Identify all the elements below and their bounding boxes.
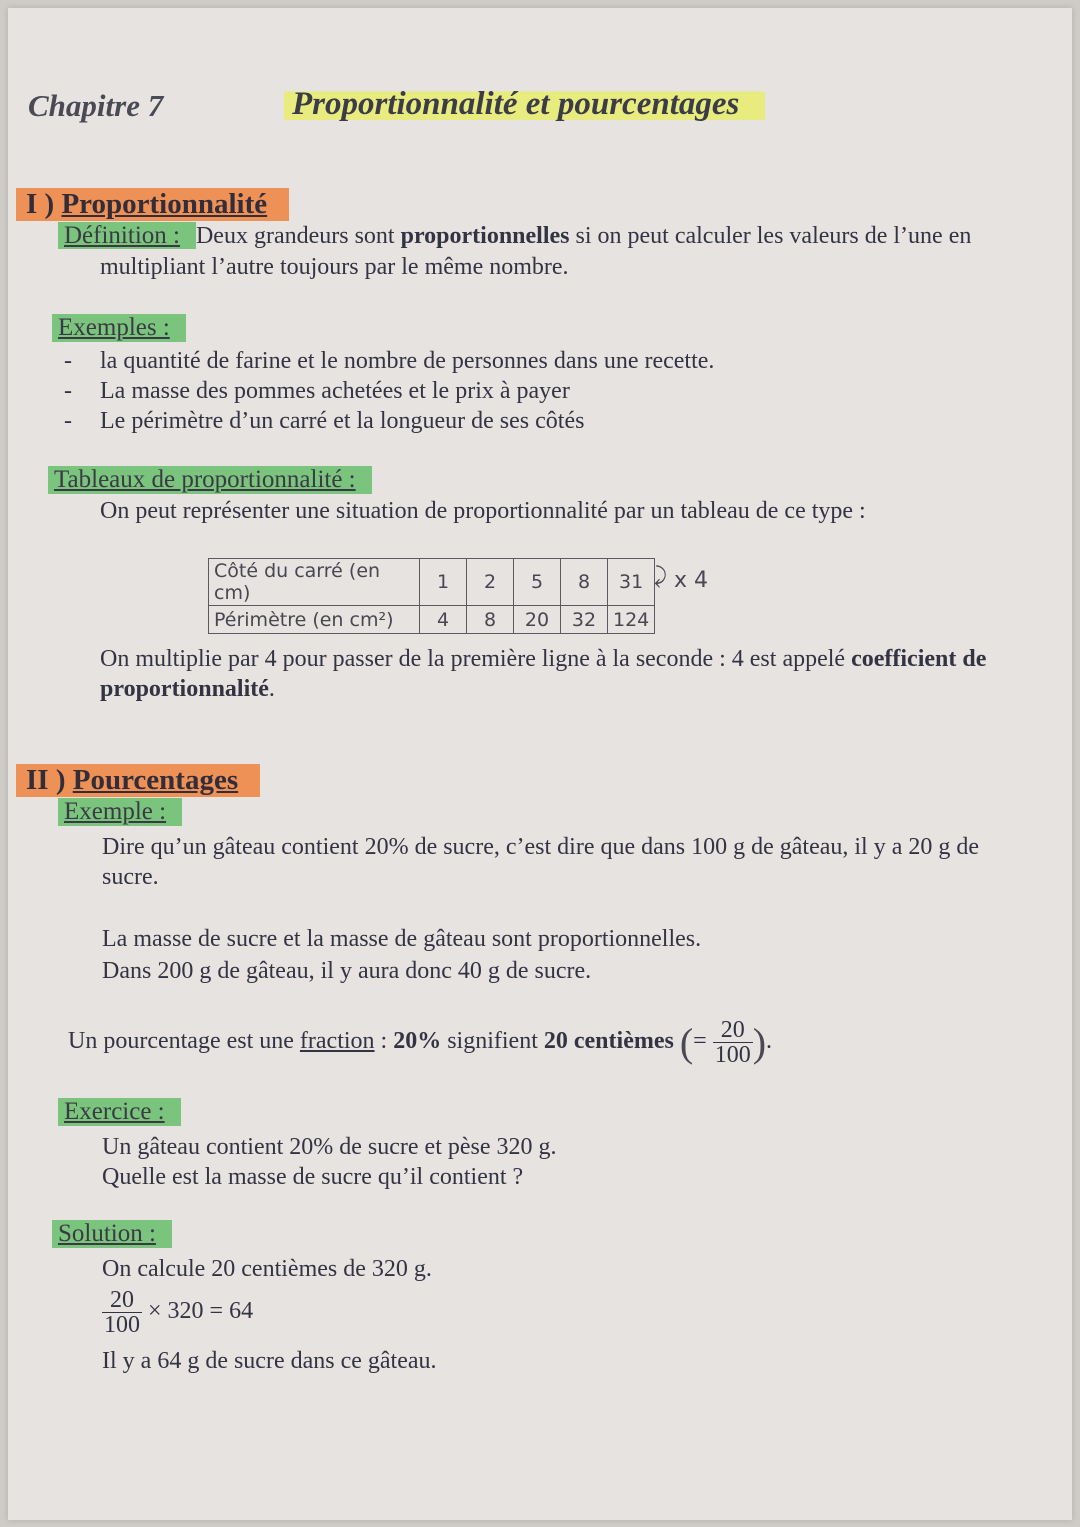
example-line-2: sucre. bbox=[102, 864, 159, 890]
document-page bbox=[8, 8, 1072, 1520]
keyword-proportionnelles: proportionnelles bbox=[400, 223, 570, 249]
proportionality-table bbox=[208, 558, 655, 634]
example-line-1: Dire qu’un gâteau contient 20% de sucre, c’est dire que dans 100 g de gâteau, il y a 20 g de bbox=[102, 834, 980, 860]
example-line-4: Dans 200 g de gâteau, il y aura donc 40 g de sucre. bbox=[102, 958, 592, 984]
solution-line-1: On calcule 20 centièmes de 320 g. bbox=[102, 1256, 432, 1282]
solution-line-3: Il y a 64 g de sucre dans ce gâteau. bbox=[102, 1348, 437, 1374]
table-cell: 8 bbox=[561, 559, 608, 606]
fraction-word: fraction bbox=[299, 1028, 375, 1055]
table-row bbox=[209, 559, 655, 606]
table-cell: 5 bbox=[514, 559, 561, 606]
chapter-title: Proportionnalité et pourcentages bbox=[284, 84, 765, 125]
fraction-20-100: $\frac{20}{100}$ bbox=[714, 1017, 751, 1068]
tables-tag: Tableaux de proportionnalité : bbox=[48, 466, 372, 494]
example-line-3: La masse de sucre et la masse de gâteau sont proportionnelles. bbox=[102, 926, 702, 952]
table-row bbox=[209, 606, 655, 634]
multiplier-label: x 4 bbox=[674, 568, 709, 593]
table-cell: 8 bbox=[467, 606, 514, 634]
section-2-label: Pourcentages bbox=[72, 764, 239, 796]
list-item: - Le périmètre d’un carré et la longueur de ses côtés bbox=[64, 408, 585, 434]
table-cell: 1 bbox=[420, 559, 467, 606]
coefficient-line-1: On multiplie par 4 pour passer de la première ligne à la seconde : 4 est appelé coefficient de bbox=[100, 646, 987, 672]
section-1-heading bbox=[16, 188, 289, 221]
section-2-number: II ) bbox=[26, 764, 66, 796]
table-cell: 31 bbox=[608, 559, 655, 606]
coefficient-line-2: proportionnalité. bbox=[100, 676, 275, 702]
solution-tag: Solution : bbox=[52, 1220, 172, 1248]
table-cell: 2 bbox=[467, 559, 514, 606]
table-cell: 124 bbox=[608, 606, 655, 634]
fraction-20-100-solution: $\frac{20}{100}$ bbox=[104, 1287, 140, 1338]
percentage-definition: Un pourcentage est une fraction : 20% signifient 20 centièmes (= $\frac{20}{100}$ ). bbox=[68, 1017, 773, 1068]
exercise-line-2: Quelle est la masse de sucre qu’il contient ? bbox=[102, 1164, 524, 1190]
chapter-label: Chapitre 7 bbox=[28, 88, 164, 123]
exercise-tag: Exercice : bbox=[58, 1098, 181, 1126]
example-tag: Exemple : bbox=[58, 798, 182, 826]
section-1-number: I ) bbox=[26, 188, 55, 220]
solution-calculation: $\frac{20}{100}$ × 320 = 64 bbox=[104, 1287, 254, 1338]
table-cell: 4 bbox=[420, 606, 467, 634]
row-2-label: Périmètre (en cm²) bbox=[209, 606, 420, 634]
tables-intro: On peut représenter une situation de proportionnalité par un tableau de ce type : bbox=[100, 498, 866, 524]
table-cell: 32 bbox=[561, 606, 608, 634]
list-item: - la quantité de farine et le nombre de personnes dans une recette. bbox=[64, 348, 715, 374]
examples-tag: Exemples : bbox=[52, 314, 186, 342]
list-item: - La masse des pommes achetées et le prix à payer bbox=[64, 378, 570, 404]
exercise-line-1: Un gâteau contient 20% de sucre et pèse 320 g. bbox=[102, 1134, 557, 1160]
multiply-arrow-icon: ⤸ bbox=[654, 564, 668, 589]
section-2-heading bbox=[16, 764, 260, 797]
row-1-label: Côté du carré (en cm) bbox=[209, 559, 420, 606]
table-cell: 20 bbox=[514, 606, 561, 634]
section-1-label: Proportionnalité bbox=[61, 188, 268, 220]
definition-tag: Définition : bbox=[58, 222, 196, 249]
definition-line-1: Définition : Deux grandeurs sont proportionnelles si on peut calculer les valeurs de l’une en bbox=[58, 222, 971, 250]
definition-line-2: multipliant l’autre toujours par le même nombre. bbox=[100, 254, 569, 280]
